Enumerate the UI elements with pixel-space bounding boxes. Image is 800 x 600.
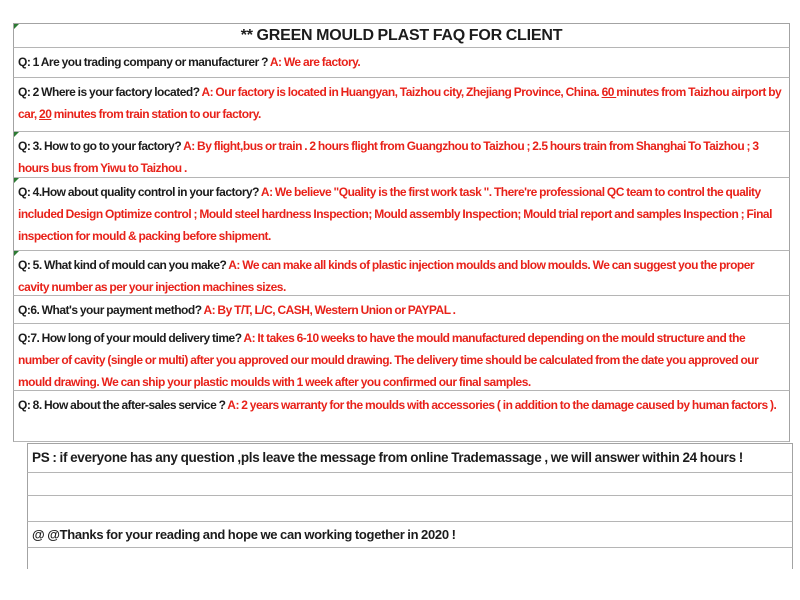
green-corner-marker-icon: [14, 251, 19, 256]
faq-table: [13, 23, 790, 442]
question-text: Q: 5. What kind of mould can you make?: [18, 258, 229, 272]
answer-text: A: We can make all kinds of plastic injection moulds and blow moulds. We can suggest you the proper cavity number as per your injection machines sizes.: [18, 258, 755, 294]
thanks-note: @ @Thanks for your reading and hope we can working together in 2020 !: [32, 527, 456, 542]
question-text: Q: 3. How to go to your factory?: [18, 139, 184, 153]
faq-row-q6: [13, 296, 790, 324]
question-text: Q: 1 Are you trading company or manufacturer ?: [18, 55, 270, 69]
question-text: Q: 4.How about quality control in your factory?: [18, 185, 261, 199]
answer-text: A: Our factory is located in Huangyan, Taizhou city, Zhejiang Province, China. 60 minutes from Taizhou airport by car, 20 minutes from train station to our factory.: [18, 85, 782, 121]
question-text: Q:7. How long of your mould delivery time?: [18, 331, 244, 345]
empty-row: [27, 496, 793, 522]
page-title: ** GREEN MOULD PLAST FAQ FOR CLIENT: [240, 27, 563, 44]
faq-row-q2: [13, 78, 790, 132]
answer-text: A: It takes 6-10 weeks to have the mould manufactured depending on the mould structure and the number of cavity (single or multi) after you approved our mould drawing. The delivery time should be calculated from the date you approved our mould drawing. We can ship your plastic moulds with 1 week after you confirmed our final samples.: [18, 331, 759, 389]
faq-row-q8: [13, 391, 790, 442]
question-text: Q: 2 Where is your factory located?: [18, 85, 202, 99]
answer-text: A: We are factory.: [269, 55, 361, 69]
ps-note: PS : if everyone has any question ,pls leave the message from online Trademassage , we will answer within 24 hours !: [32, 450, 743, 465]
faq-row-q3: [13, 132, 790, 178]
green-corner-marker-icon: [14, 178, 19, 183]
question-text: Q: 8. How about the after-sales service ?: [18, 398, 228, 412]
empty-row: [27, 548, 793, 569]
ps-row: [27, 444, 793, 473]
green-corner-marker-icon: [14, 132, 19, 137]
empty-row: [27, 473, 793, 496]
answer-text: A: We believe "Quality is the first work task ". There're professional QC team to control the quality included Design Optimize control ; Mould steel hardness Inspection; Mould assembly Inspection; Mould trial report and samples Inspection ; Final inspection for mould & packing before shipment.: [18, 185, 772, 243]
faq-row-q5: [13, 251, 790, 296]
thanks-row: [27, 522, 793, 548]
faq-row-q4: [13, 178, 790, 251]
faq-row-q1: [13, 48, 790, 78]
title-row: [13, 24, 790, 48]
answer-text: A: By flight,bus or train . 2 hours flight from Guangzhou to Taizhou ; 2.5 hours train from Shanghai To Taizhou ; 3 hours bus from Yiwu to Taizhou .: [18, 139, 759, 175]
answer-text: A: 2 years warranty for the moulds with accessories ( in addition to the damage caused by human factors ).: [227, 398, 777, 412]
faq-row-q7: [13, 324, 790, 391]
answer-text: A: By T/T, L/C, CASH, Western Union or PAYPAL .: [203, 303, 456, 317]
question-text: Q:6. What's your payment method?: [18, 303, 204, 317]
green-corner-marker-icon: [14, 24, 19, 29]
footer-section: [27, 443, 793, 569]
